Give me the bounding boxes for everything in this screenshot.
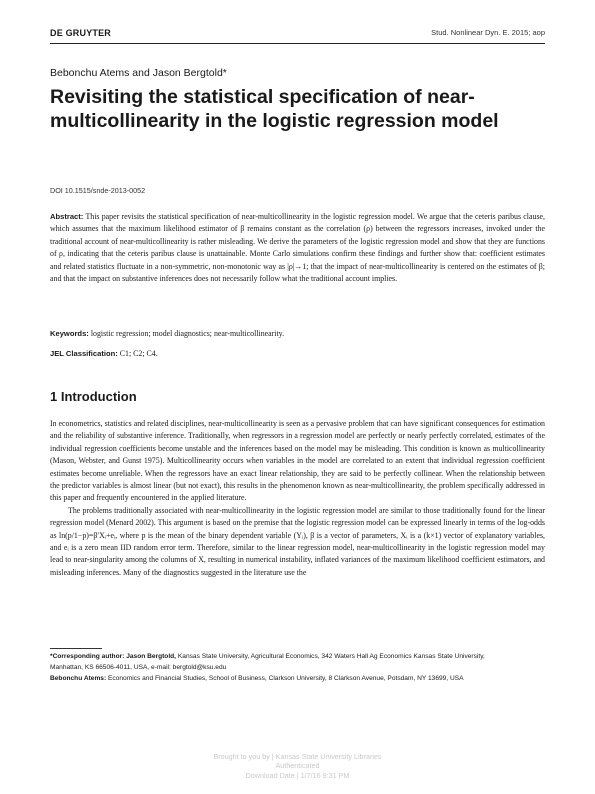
download-watermark	[0, 752, 595, 780]
watermark-line-3: Download Date | 1/7/16 9:31 PM	[245, 770, 350, 780]
introduction-body	[50, 418, 545, 579]
jel-label: JEL Classification:	[50, 349, 118, 358]
corresponding-author-label: *Corresponding author: Jason Bergtold,	[50, 653, 177, 660]
keywords-text: logistic regression; model diagnostics; near-multicollinearity.	[90, 329, 285, 338]
running-header	[50, 28, 545, 44]
coauthor-affiliation: Economics and Financial Studies, School of Business, Clarkson University, 8 Clarkson Avenue, Potsdam, NY 13699, USA	[108, 675, 464, 683]
author-line: Bebonchu Atems and Jason Bergtold*	[50, 67, 227, 79]
jel-text: C1; C2; C4.	[119, 349, 158, 358]
footnote-rule	[50, 648, 102, 649]
keywords-label: Keywords:	[50, 329, 89, 338]
paper-title: Revisiting the statistical specification of near-multicollinearity in the logistic regression model	[50, 86, 499, 132]
doi: DOI 10.1515/snde-2013-0052	[50, 186, 146, 195]
header-rule	[50, 43, 545, 44]
abstract-text: This paper revisits the statistical specification of near-multicollinearity in the logistic regression model. We argue that the ceteris paribus clause, which assumes that the maximum likelihood estimator of β remains constant as the correlation (ρ) between the regressors increases, invoked under the traditional account of near-multicollinearity is rather misleading. We derive the parameters of the logistic regression model and show that they are functions of ρ, indicating that the ceteris paribus clause is unattainable. Monte Carlo simulations confirm these findings and further show that: coefficient estimates and related statistics fluctuate in a non-symmetric, non-monotonic way as |ρ|→1; that the impact of near-multicollinearity is centered on the estimates of β; and that the impact on substantive inferences does not necessarily follow what the traditional account implies.	[50, 212, 545, 284]
corresponding-author-affiliation: Kansas State University, Agricultural Economics, 342 Waters Hall Ag Economics Kansas State University, Manhattan, KS 66506-4011, USA, e-mail: bergtold@ksu.edu	[50, 653, 485, 672]
coauthor-label: Bebonchu Atems:	[50, 675, 107, 683]
publisher-name: DE GRUYTER	[50, 28, 112, 38]
footnotes	[50, 651, 500, 685]
keywords	[50, 328, 545, 340]
watermark-line-1: Brought to you by | Kansas State University Libraries	[213, 752, 382, 761]
abstract	[50, 211, 545, 285]
section-heading-introduction: 1 Introduction	[50, 389, 137, 404]
abstract-label: Abstract:	[50, 212, 84, 221]
journal-citation: Stud. Nonlinear Dyn. E. 2015; aop	[431, 28, 545, 37]
intro-paragraph-1: In econometrics, statistics and related disciplines, near-multicollinearity is seen as a pervasive problem that can have significant consequences for estimation and the reliability of substantive inference. Traditionally, when regressors in a regression model are perfectly or nearly perfectly correlated, estimates of the individual regression coefficients become unstable and the inferences based on the model may be misleading. This condition is known as multicollinearity (Mason, Webster, and Gunst 1975). Multicollinearity occurs when variables in the model are correlated to an extent that individual regression coefficient estimates become unreliable. When the regressors have an exact linear relationship, they are said to be perfectly collinear. When the relationship between the predictor variables is almost linear (but not exact), this results in the phenomenon known as near-multicollinearity, the problem specifically addressed in this paper and frequently encountered in the applied literature.	[50, 419, 545, 503]
intro-paragraph-2: The problems traditionally associated with near-multicollinearity in the logistic regression model are similar to those traditionally found for the linear regression model (Menard 2002). This argument is based on the premise that the logistic regression model can be expressed linearly in terms of the log-odds as ln(p/1−p)=β′Xᵢ+eᵢ, where p is the mean of the binary dependent variable (Yᵢ), β is a vector of parameters, Xᵢ is a (k×1) vector of explanatory variables, and eᵢ is a zero mean IID random error term. Therefore, similar to the linear regression model, near-multicollinearity in the logistic regression model may lead to near-singularity among the columns of X, resulting in numerical instability, inflated variances of the maximum likelihood coefficient estimators, and misleading inferences. Many of the diagnostics suggested in the literature use the	[50, 505, 545, 577]
watermark-line-2: Authenticated	[275, 761, 320, 771]
jel-classification	[50, 348, 545, 360]
